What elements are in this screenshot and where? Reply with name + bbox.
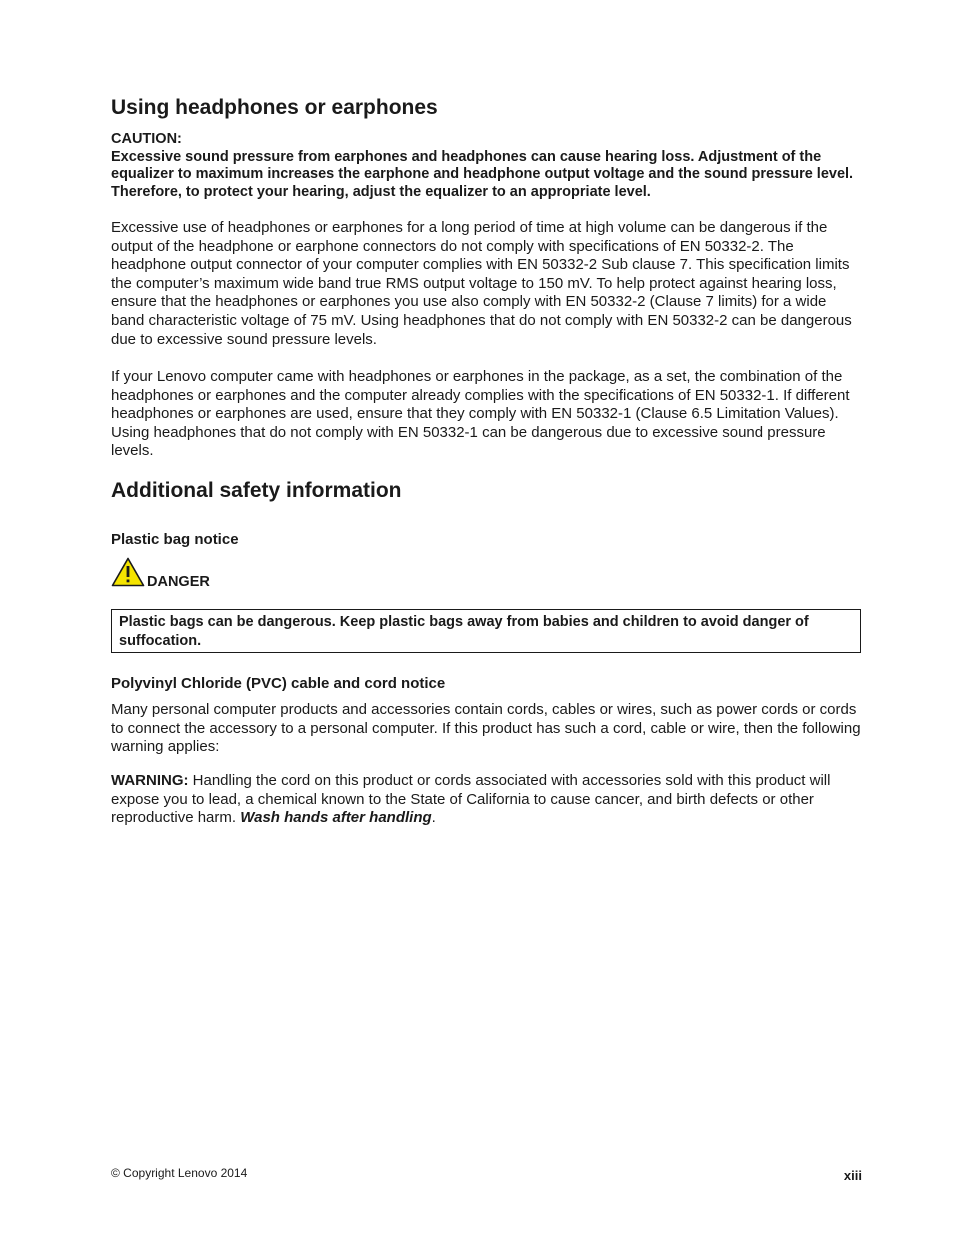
page-number: xiii bbox=[843, 1168, 862, 1183]
headphones-paragraph-2 bbox=[111, 368, 863, 461]
caution-block bbox=[111, 131, 863, 201]
warning-text bbox=[111, 772, 863, 828]
headphones-paragraph-1 bbox=[111, 219, 863, 349]
section-heading-headphones: Using headphones or earphones bbox=[111, 96, 438, 119]
warning-label: WARNING: bbox=[111, 772, 189, 789]
warning-emphasis: Wash hands after handling bbox=[240, 809, 432, 827]
danger-notice-header bbox=[111, 560, 210, 592]
caution-text: Excessive sound pressure from earphones and headphones can cause hearing loss. Adjustment of the equalizer to maximum increases the earphone and headphone output voltage and the sound pressure level. Therefore, to protect your hearing, adjust the equalizer to an appropriate level. bbox=[111, 148, 854, 200]
subheading-pvc-notice: Polyvinyl Chloride (PVC) cable and cord notice bbox=[111, 675, 446, 692]
copyright-footer: © Copyright Lenovo 2014 bbox=[111, 1166, 248, 1180]
danger-label: DANGER bbox=[147, 574, 210, 590]
pvc-paragraph bbox=[111, 701, 863, 757]
caution-label: CAUTION: bbox=[111, 131, 182, 147]
warning-body: Handling the cord on this product or cords associated with accessories sold with this product will expose you to lead, a chemical known to the State of California to cause cancer, and birth defects or other reproductive harm. bbox=[111, 772, 831, 827]
paragraph-text: Many personal computer products and accessories contain cords, cables or wires, such as power cords or cords to connect the accessory to a personal computer. If this product has such a cord, cable or wire, then the following warning applies: bbox=[111, 701, 861, 756]
subheading-plastic-bag: Plastic bag notice bbox=[111, 531, 239, 548]
warning-paragraph bbox=[111, 772, 863, 828]
warning-triangle-icon bbox=[111, 557, 145, 592]
section-heading-additional-safety: Additional safety information bbox=[111, 479, 402, 502]
danger-box: Plastic bags can be dangerous. Keep plastic bags away from babies and children to avoid danger of suffocation. bbox=[111, 609, 861, 653]
paragraph-text: Excessive use of headphones or earphones for a long period of time at high volume can be dangerous if the output of the headphone or earphone connectors do not comply with specifications of EN 50332-2. The headphone output connector of your computer complies with EN 50332-2 Sub clause 7. This specification limits the computer’s maximum wide band true RMS output voltage to 150 mV. To help protect against hearing loss, ensure that the headphones or earphones you use also comply with EN 50332-2 (Clause 7 limits) for a wide band characteristic voltage of 75 mV. Using headphones that do not comply with EN 50332-2 can be dangerous due to excessive sound pressure levels. bbox=[111, 219, 852, 348]
warning-end: . bbox=[431, 809, 436, 827]
paragraph-text: If your Lenovo computer came with headphones or earphones in the package, as a set, the combination of the headphones or earphones and the computer already complies with the specifications of EN 50332-1. If different headphones or earphones are used, ensure that they comply with EN 50332-1 (Clause 6.5 Limitation Values). Using headphones that do not comply with EN 50332-1 can be dangerous due to excessive sound pressure levels. bbox=[111, 368, 850, 460]
